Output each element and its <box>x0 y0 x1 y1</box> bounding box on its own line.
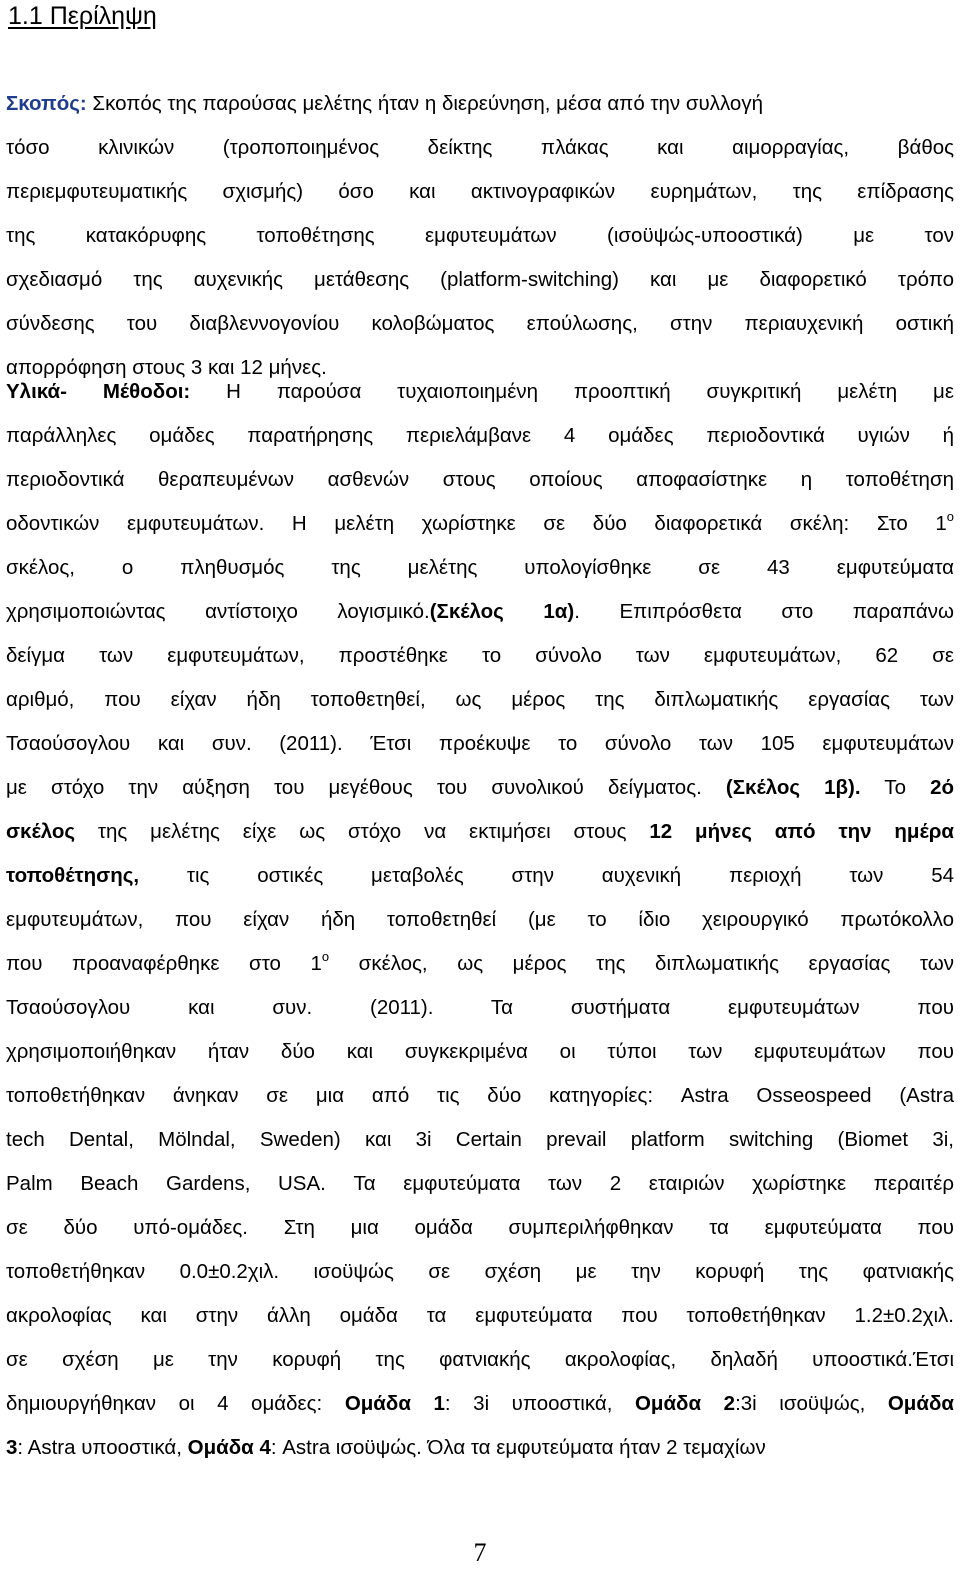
text-line <box>6 1030 954 1074</box>
text-run: με στόχο την αύξηση του μεγέθους του συνολικού δείγματος. <box>6 776 726 799</box>
text-run: Τσαούσογλου και συν. (2011). Τα συστήματα εμφυτευμάτων που <box>6 996 954 1019</box>
text-run: χρησιμοποιώντας αντίστοιχο λογισμικό. <box>6 600 430 623</box>
methods-paragraph <box>6 370 954 1470</box>
text-run: της μελέτης είχε ως στόχο να εκτιμήσει στους <box>75 820 650 843</box>
bold-text: Ομάδα 1 <box>344 1392 445 1415</box>
text-line <box>6 1382 954 1426</box>
text-line <box>6 82 954 126</box>
text-line <box>6 214 954 258</box>
text-run: τις οστικές μεταβολές στην αυχενική περιοχή των 54 <box>139 864 954 887</box>
text-run: Σκοπός της παρούσας μελέτης ήταν η διερεύνηση, μέσα από την συλλογή <box>86 92 763 115</box>
bold-text: Υλικά- Μέθοδοι: <box>6 380 191 403</box>
text-line <box>6 1250 954 1294</box>
text-line <box>6 678 954 722</box>
text-line <box>6 126 954 170</box>
text-line <box>6 1206 954 1250</box>
bold-text: (Σκέλος 1β). <box>725 776 861 799</box>
superscript: ο <box>946 509 954 524</box>
bold-text: Ομάδα 2 <box>634 1392 736 1415</box>
text-line <box>6 546 954 590</box>
text-run: : Astra ισοϋψώς. Όλα τα εμφυτεύματα ήταν 2 τεμαχίων <box>270 1436 766 1459</box>
text-run: tech Dental, Mölndal, Sweden) και 3i Certain prevail platform switching (Biomet 3i, <box>6 1128 954 1151</box>
bold-text: 3 <box>6 1436 18 1459</box>
text-line <box>6 986 954 1030</box>
text-line <box>6 1162 954 1206</box>
text-line <box>6 1118 954 1162</box>
text-run: σύνδεσης του διαβλεννογονίου κολοβώματος επούλωσης, στην περιαυχενική οστική <box>6 312 954 335</box>
text-line <box>6 302 954 346</box>
text-line <box>6 414 954 458</box>
text-line <box>6 766 954 810</box>
text-run: : 3i υποοστικά, <box>444 1392 635 1415</box>
bold-text: τοποθέτησης, <box>6 864 140 887</box>
text-line <box>6 810 954 854</box>
text-run: τοποθετήθηκαν άνηκαν σε μια από τις δύο κατηγορίες: Astra Osseospeed (Astra <box>6 1084 954 1107</box>
bold-text: Ομάδα 4 <box>187 1436 271 1459</box>
text-run: . Επιπρόσθετα στο παραπάνω <box>574 600 954 623</box>
text-run: Το <box>860 776 931 799</box>
text-run: :3i ισοϋψώς, <box>735 1392 888 1415</box>
text-run: δείγμα των εμφυτευμάτων, προστέθηκε το σύνολο των εμφυτευμάτων, 62 σε <box>6 644 954 667</box>
text-run: παράλληλες ομάδες παρατήρησης περιελάμβανε 4 ομάδες περιοδοντικά υγιών ή <box>6 424 954 447</box>
text-run: Η παρούσα τυχαιοποιημένη προοπτική συγκριτική μελέτη με <box>190 380 954 403</box>
bold-text: σκέλος <box>6 820 76 843</box>
text-run: σχεδιασμό της αυχενικής μετάθεσης (platform-switching) και με διαφορετικό τρόπο <box>6 268 954 291</box>
page-number: 7 <box>473 1538 487 1567</box>
text-run: οδοντικών εμφυτευμάτων. Η μελέτη χωρίστηκε σε δύο διαφορετικά σκέλη: Στο 1 <box>6 512 947 535</box>
text-run: της κατακόρυφης τοποθέτησης εμφυτευμάτων (ισοϋψώς-υποοστικά) με τον <box>6 224 954 247</box>
text-line <box>6 502 954 546</box>
bold-text: (Σκέλος 1α) <box>429 600 575 623</box>
text-line <box>6 634 954 678</box>
text-run: περιεμφυτευματικής σχισμής) όσο και ακτινογραφικών ευρημάτων, της επίδρασης <box>6 180 954 203</box>
text-run: σε σχέση με την κορυφή της φατνιακής ακρολοφίας, δηλαδή υποοστικά.Έτσι <box>6 1348 954 1371</box>
text-line <box>6 854 954 898</box>
text-line <box>6 458 954 502</box>
text-run: τόσο κλινικών (τροποποιημένος δείκτης πλάκας και αιμορραγίας, βάθος <box>6 136 954 159</box>
text-line <box>6 1426 954 1470</box>
text-line <box>6 722 954 766</box>
text-line <box>6 1074 954 1118</box>
text-run: απορρόφηση στους 3 και 12 μήνες. <box>6 356 327 379</box>
text-run: σκέλος, ως μέρος της διπλωματικής εργασίας των <box>329 952 954 975</box>
text-run: σκέλος, ο πληθυσμός της μελέτης υπολογίσθηκε σε 43 εμφυτεύματα <box>6 556 954 579</box>
text-run: ακρολοφίας και στην άλλη ομάδα τα εμφυτεύματα που τοποθετήθηκαν 1.2±0.2χιλ. <box>6 1304 954 1327</box>
scope-paragraph <box>6 82 954 390</box>
text-line <box>6 1294 954 1338</box>
text-run: περιοδοντικά θεραπευμένων ασθενών στους οποίους αποφασίστηκε η τοποθέτηση <box>6 468 954 491</box>
text-line <box>6 898 954 942</box>
text-run: Τσαούσογλου και συν. (2011). Έτσι προέκυψε το σύνολο των 105 εμφυτευμάτων <box>6 732 954 755</box>
text-run: που προαναφέρθηκε στο 1 <box>6 952 322 975</box>
superscript: ο <box>321 949 330 964</box>
text-line <box>6 1338 954 1382</box>
text-run: τοποθετήθηκαν 0.0±0.2χιλ. ισοϋψώς σε σχέση με την κορυφή της φατνιακής <box>6 1260 954 1283</box>
bold-text: 2ό <box>930 776 955 799</box>
text-line <box>6 370 954 414</box>
section-heading: 1.1 Περίληψη <box>8 2 157 30</box>
text-run: εμφυτευμάτων, που είχαν ήδη τοποθετηθεί (με το ίδιο χειρουργικό πρωτόκολλο <box>6 908 954 931</box>
bold-text: Ομάδα <box>887 1392 954 1415</box>
text-line <box>6 170 954 214</box>
text-run: αριθμό, που είχαν ήδη τοποθετηθεί, ως μέρος της διπλωματικής εργασίας των <box>6 688 954 711</box>
scope-label: Σκοπός: <box>6 92 87 115</box>
text-line <box>6 942 954 986</box>
text-line <box>6 258 954 302</box>
text-line <box>6 590 954 634</box>
text-run: Palm Beach Gardens, USA. Τα εμφυτεύματα των 2 εταιριών χωρίστηκε περαιτέρ <box>6 1172 954 1195</box>
text-run: σε δύο υπό-ομάδες. Στη μια ομάδα συμπεριλήφθηκαν τα εμφυτεύματα που <box>6 1216 954 1239</box>
text-run: δημιουργήθηκαν οι 4 ομάδες: <box>6 1392 345 1415</box>
bold-text: 12 μήνες από την ημέρα <box>649 820 955 843</box>
text-run: χρησιμοποιήθηκαν ήταν δύο και συγκεκριμένα οι τύποι των εμφυτευμάτων που <box>6 1040 954 1063</box>
text-run: : Astra υποοστικά, <box>17 1436 188 1459</box>
